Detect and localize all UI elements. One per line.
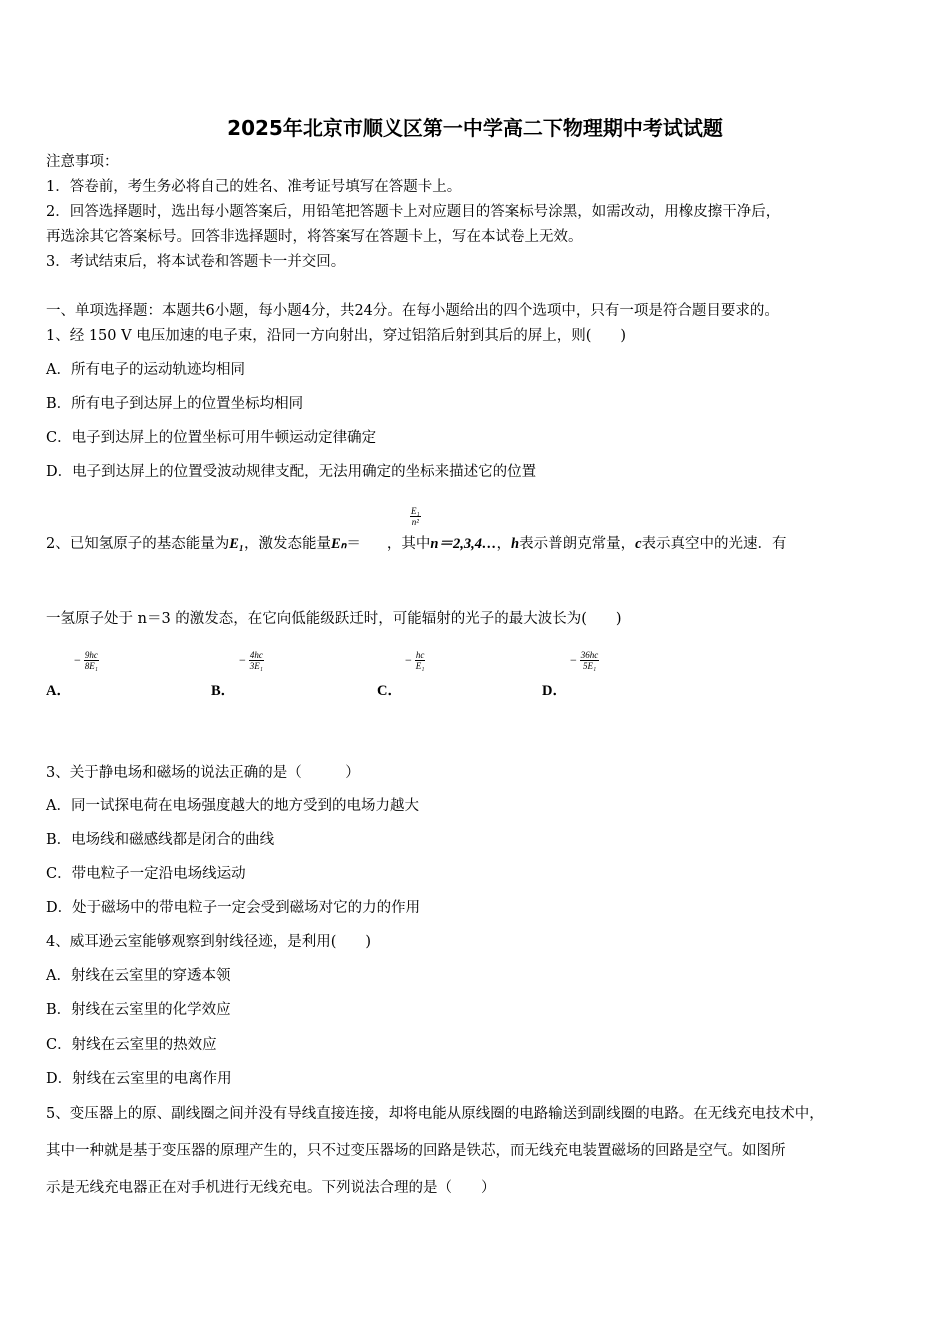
question-2-stem <box>46 534 787 554</box>
q2-energy-fraction <box>410 506 421 527</box>
q2-option-a-formula <box>74 650 99 671</box>
q2-text: 表示普朗克常量， <box>519 536 636 552</box>
q1-option-c: C．电子到达屏上的位置坐标可用牛顿运动定律确定 <box>46 430 377 446</box>
fraction-numerator: E₁ <box>411 506 420 516</box>
q3-option-b: B．电场线和磁感线都是闭合的曲线 <box>46 832 275 848</box>
q1-option-b: B．所有电子到达屏上的位置坐标均相同 <box>46 396 304 412</box>
q2-option-c-label: C． <box>377 683 402 699</box>
q2-option-d-formula <box>570 650 599 671</box>
q2-option-d-label: D． <box>542 683 567 699</box>
question-1-stem: 1、经 150 V 电压加速的电子束，沿同一方向射出，穿过铝箔后射到其后的屏上，则( ) <box>46 328 627 344</box>
minus-sign: − <box>239 653 246 667</box>
fraction-denominator: 5E₁ <box>582 661 597 671</box>
q3-option-c: C．带电粒子一定沿电场线运动 <box>46 866 246 882</box>
notice-item: 2．回答选择题时，选出每小题答案后，用铅笔把答题卡上对应题目的答案标号涂黑，如需改动，用橡皮擦干净后， <box>46 204 781 220</box>
q2-en: Eₙ <box>330 536 347 552</box>
fraction-denominator: 3E₁ <box>249 661 263 671</box>
page-title: 2025年北京市顺义区第一中学高二下物理期中考试试题 <box>227 116 723 140</box>
q2-h: h <box>511 536 520 552</box>
minus-sign: − <box>74 653 81 667</box>
notice-item: 再选涂其它答案标号。回答非选择题时，将答案写在答题卡上，写在本试卷上无效。 <box>46 229 583 245</box>
q2-text: 2、已知氢原子的基态能量为 <box>46 536 230 552</box>
q2-option-a-label: A． <box>46 683 71 699</box>
q2-text: ， <box>496 536 511 552</box>
fraction-denominator: E₁ <box>415 661 425 671</box>
q2-n-values: n＝2,3,4… <box>430 536 497 552</box>
q2-option-b-label: B． <box>211 683 236 699</box>
question-3-stem: 3、关于静电场和磁场的说法正确的是（ ） <box>46 765 360 781</box>
question-5-line: 示是无线充电器正在对手机进行无线充电。下列说法合理的是（ ） <box>46 1180 496 1196</box>
q2-option-b-formula <box>239 650 264 671</box>
q4-option-a: A．射线在云室里的穿透本领 <box>46 968 231 984</box>
q4-option-d: D．射线在云室里的电离作用 <box>46 1071 232 1087</box>
notice-heading: 注意事项： <box>46 154 119 170</box>
minus-sign: − <box>405 653 412 667</box>
q4-option-b: B．射线在云室里的化学效应 <box>46 1002 231 1018</box>
q3-option-a: A．同一试探电荷在电场强度越大的地方受到的电场力越大 <box>46 798 419 814</box>
fraction-denominator: n² <box>411 517 419 527</box>
q2-eq: ＝ <box>346 536 361 552</box>
question-5-line: 其中一种就是基于变压器的原理产生的，只不过变压器场的回路是铁芯，而无线充电装置磁场的回路是空气。如图所 <box>46 1143 786 1159</box>
question-5-line: 5、变压器上的原、副线圈之间并没有导线直接连接，却将电能从原线圈的电路输送到副线圈的电路。在无线充电技术中， <box>46 1106 824 1122</box>
notice-item: 3．考试结束后，将本试卷和答题卡一并交回。 <box>46 254 346 270</box>
q4-option-c: C．射线在云室里的热效应 <box>46 1037 217 1053</box>
question-4-stem: 4、威耳逊云室能够观察到射线径迹，是利用( ) <box>46 934 372 950</box>
q2-c: c <box>635 536 642 552</box>
q2-e1: E₁ <box>229 536 244 552</box>
q2-text: ，激发态能量 <box>243 536 331 552</box>
section-heading: 一、单项选择题：本题共6小题，每小题4分，共24分。在每小题给出的四个选项中，只有一项是符合题目要求的。 <box>46 303 779 319</box>
notice-item: 1．答卷前，考生务必将自己的姓名、准考证号填写在答题卡上。 <box>46 179 462 195</box>
q1-option-a: A．所有电子的运动轨迹均相同 <box>46 362 245 378</box>
q2-text: ，其中 <box>386 536 431 552</box>
fraction-numerator: hc <box>415 650 425 660</box>
minus-sign: − <box>570 653 577 667</box>
question-2-line2: 一氢原子处于 n＝3 的激发态，在它向低能级跃迁时，可能辐射的光子的最大波长为( ) <box>46 611 622 627</box>
q2-option-c-formula <box>405 650 425 671</box>
fraction-denominator: 8E₁ <box>84 661 98 671</box>
q2-text: 表示真空中的光速．有 <box>641 536 787 552</box>
q3-option-d: D．处于磁场中的带电粒子一定会受到磁场对它的力的作用 <box>46 900 421 916</box>
fraction-numerator: 4hc <box>249 650 263 660</box>
fraction-numerator: 9hc <box>84 650 98 660</box>
q1-option-d: D．电子到达屏上的位置受波动规律支配，无法用确定的坐标来描述它的位置 <box>46 464 537 480</box>
fraction-numerator: 36hc <box>580 650 599 660</box>
